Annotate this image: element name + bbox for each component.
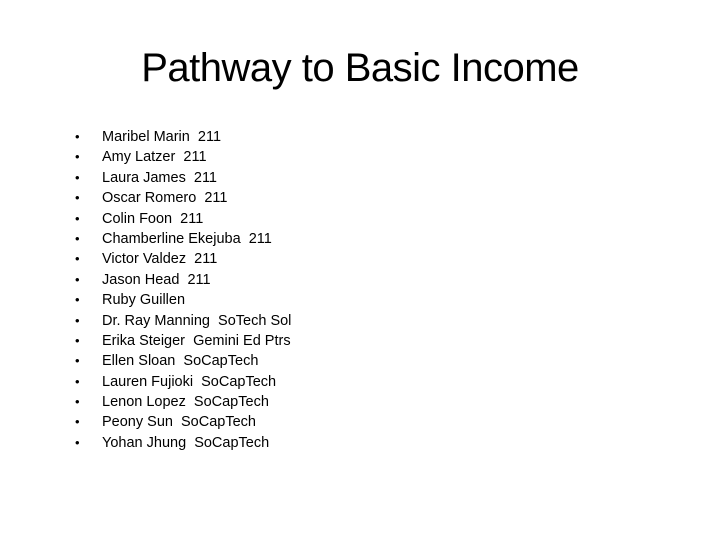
list-item-text: Ellen Sloan SoCapTech (102, 353, 259, 370)
list-item (72, 270, 291, 290)
list-item (72, 351, 291, 371)
list-item (72, 229, 291, 249)
list-item (72, 188, 291, 208)
bullet-icon: • (75, 251, 80, 267)
list-item-text: Yohan Jhung SoCapTech (102, 434, 270, 451)
list-item (72, 168, 291, 188)
list-item-text: Laura James 211 (102, 169, 217, 186)
list-item-text: Erika Steiger Gemini Ed Ptrs (102, 332, 291, 349)
list-item-text: Victor Valdez 211 (102, 251, 218, 268)
bullet-icon: • (75, 190, 80, 206)
list-item (72, 372, 291, 392)
bullet-icon: • (75, 292, 80, 308)
bullet-icon: • (75, 169, 80, 185)
list-item-text: Lenon Lopez SoCapTech (102, 394, 269, 411)
list-item (72, 147, 291, 167)
list-item-text: Ruby Guillen (102, 292, 186, 309)
bullet-icon: • (75, 210, 80, 226)
list-item-text: Lauren Fujioki SoCapTech (102, 373, 277, 390)
bullet-icon: • (75, 230, 80, 246)
list-item-text: Peony Sun SoCapTech (102, 414, 256, 431)
list-item (72, 127, 291, 147)
list-item (72, 311, 291, 331)
bullet-icon: • (75, 312, 80, 328)
name-list (72, 127, 291, 453)
list-item (72, 412, 291, 432)
list-item (72, 331, 291, 351)
list-item-text: Chamberline Ekejuba 211 (102, 230, 272, 247)
list-item-text: Dr. Ray Manning SoTech Sol (102, 312, 292, 329)
bullet-icon: • (75, 434, 80, 450)
list-item (72, 290, 291, 310)
bullet-icon: • (75, 353, 80, 369)
list-item-text: Colin Foon 211 (102, 210, 204, 227)
list-item-text: Amy Latzer 211 (102, 149, 207, 166)
bullet-icon: • (75, 129, 80, 144)
bullet-icon: • (75, 332, 80, 348)
bullet-icon: • (75, 271, 80, 287)
list-item (72, 392, 291, 412)
bullet-icon: • (75, 414, 80, 430)
list-item (72, 433, 291, 453)
slide-title: Pathway to Basic Income (141, 46, 579, 90)
bullet-icon: • (75, 149, 80, 165)
list-item-text: Maribel Marin 211 (102, 129, 222, 145)
list-item (72, 249, 291, 269)
list-item (72, 209, 291, 229)
bullet-icon: • (75, 373, 80, 389)
list-item-text: Jason Head 211 (102, 271, 211, 288)
list-item-text: Oscar Romero 211 (102, 190, 228, 207)
bullet-icon: • (75, 394, 80, 410)
